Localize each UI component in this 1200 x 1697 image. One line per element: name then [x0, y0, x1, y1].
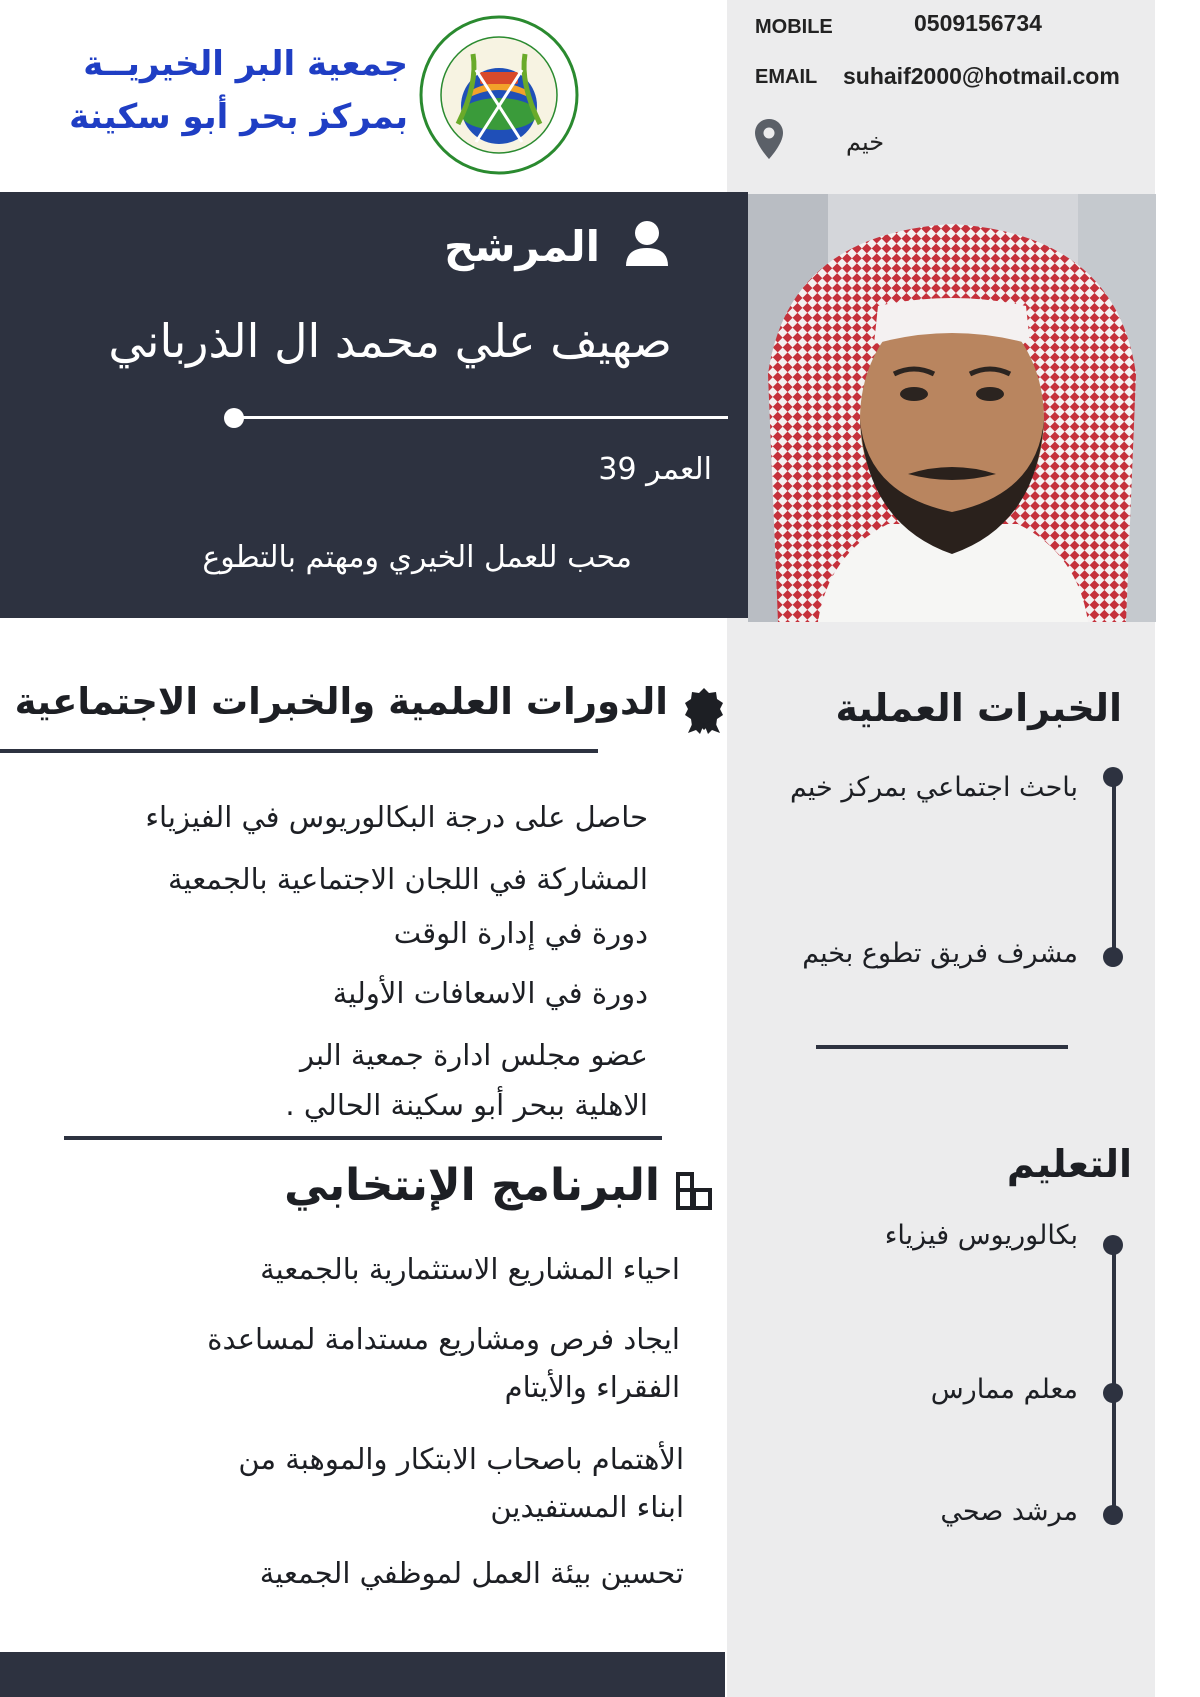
experience-item: باحث اجتماعي بمركز خيم — [789, 772, 1078, 803]
timeline-line — [1112, 778, 1116, 958]
list-item: تحسين بيئة العمل لموظفي الجمعية — [259, 1556, 684, 1590]
user-icon — [624, 220, 670, 268]
list-item: المشاركة في اللجان الاجتماعية بالجمعية — [168, 862, 648, 896]
list-item: دورة في إدارة الوقت — [393, 916, 648, 950]
email-value: suhaif2000@hotmail.com — [843, 63, 1120, 89]
badge-icon — [682, 686, 726, 734]
timeline-dot — [1103, 1505, 1123, 1525]
timeline-dot — [1103, 947, 1123, 967]
candidate-tagline: محب للعمل الخيري ومهتم بالتطوع — [202, 540, 632, 575]
candidate-age: العمر 39 — [598, 452, 712, 487]
list-item: الاهلية ببحر أبو سكينة الحالي . — [285, 1088, 648, 1122]
divider — [0, 749, 598, 753]
location-pin-icon — [754, 118, 784, 160]
program-heading: البرنامج الإنتخابي — [284, 1160, 660, 1211]
list-item: حاصل على درجة البكالوريوس في الفيزياء — [145, 800, 648, 834]
timeline-line — [1112, 1246, 1116, 1516]
location-value: خيم — [846, 128, 885, 156]
education-item: معلم ممارس — [930, 1374, 1078, 1405]
experience-heading: الخبرات العملية — [835, 686, 1122, 730]
divider — [64, 1136, 662, 1140]
candidate-heading: المرشح — [443, 222, 600, 271]
mobile-value: 0509156734 — [914, 10, 1042, 36]
courses-heading: الدورات العلمية والخبرات الاجتماعية — [14, 680, 668, 723]
list-item: احياء المشاريع الاستثمارية بالجمعية — [260, 1252, 680, 1286]
divider-dot — [224, 408, 244, 428]
experience-item: مشرف فريق تطوع بخيم — [802, 938, 1078, 969]
org-name-line2: بمركز بحر أبو سكينة — [69, 97, 408, 137]
list-item: الأهتمام باصحاب الابتكار والموهبة من — [238, 1442, 684, 1476]
education-item: مرشد صحي — [940, 1496, 1078, 1527]
list-item: دورة في الاسعافات الأولية — [332, 976, 648, 1010]
divider — [816, 1045, 1068, 1049]
candidate-photo — [748, 194, 1156, 622]
timeline-dot — [1103, 1235, 1123, 1255]
divider — [234, 416, 728, 419]
timeline-dot — [1103, 767, 1123, 787]
candidate-name: صهيف علي محمد ال الذرباني — [108, 314, 672, 368]
org-name-line1: جمعية البر الخيريــة — [83, 44, 408, 84]
grid-icon — [674, 1170, 714, 1214]
list-item: الفقراء والأيتام — [504, 1370, 680, 1404]
list-item: عضو مجلس ادارة جمعية البر — [300, 1038, 648, 1072]
timeline-dot — [1103, 1383, 1123, 1403]
footer-bar — [0, 1652, 725, 1697]
charity-logo-icon — [418, 14, 580, 176]
education-item: بكالوريوس فيزياء — [884, 1220, 1078, 1251]
list-item: ايجاد فرص ومشاريع مستدامة لمساعدة — [207, 1322, 680, 1356]
mobile-label: MOBILE — [755, 16, 833, 38]
list-item: ابناء المستفيدين — [490, 1490, 684, 1524]
education-heading: التعليم — [1006, 1142, 1132, 1186]
email-label: EMAIL — [755, 66, 818, 88]
